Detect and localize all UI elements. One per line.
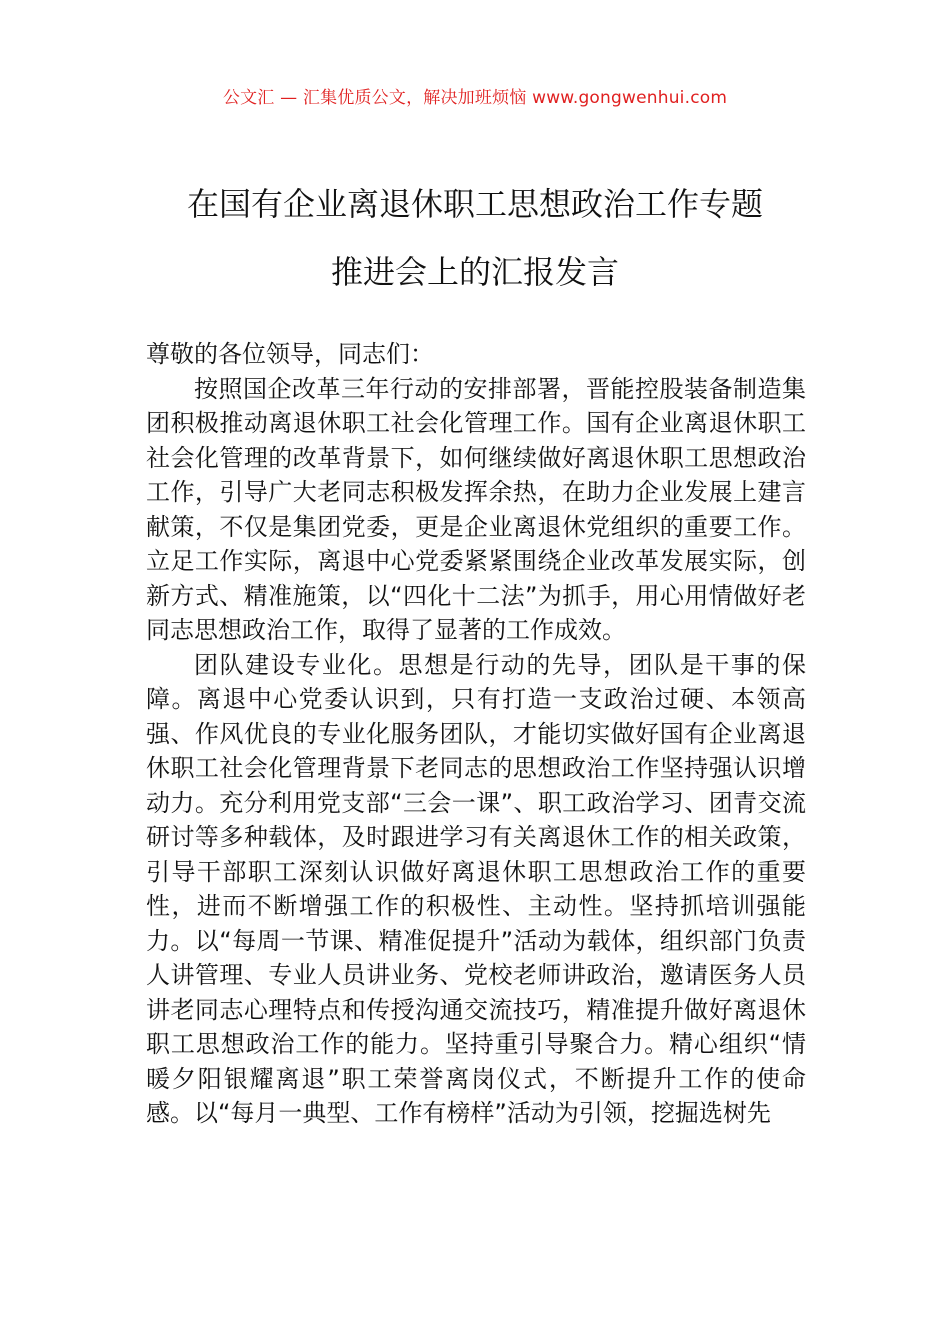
title-line-2: 推进会上的汇报发言 xyxy=(330,253,619,291)
paragraph-intro: 按照国企改革三年行动的安排部署，晋能控股装备制造集团积极推动离退休职工社会化管理工作。国有企业离退休职工社会化管理的改革背景下，如何继续做好离退休职工思想政治工作，引导广大老同志积极发挥余热，在助力企业发展上建言献策，不仅是集团党委，更是企业离退休党组织的重要工作。立足工作实际，离退中心党委紧紧围绕企业改革发展实际，创新方式、精准施策，以“四化十二法”为抓手，用心用情做好老同志思想政治工作，取得了显著的工作成效。 xyxy=(146,374,806,644)
document-title xyxy=(100,170,850,306)
document-body xyxy=(146,337,806,1131)
salutation: 尊敬的各位领导，同志们： xyxy=(146,340,434,368)
title-line-1: 在国有企业离退休职工思想政治工作专题 xyxy=(186,185,763,223)
header-banner: 公文汇 — 汇集优质公文，解决加班烦恼 www.gongwenhui.com xyxy=(222,88,728,108)
paragraph-team-building: 团队建设专业化。思想是行动的先导，团队是干事的保障。离退中心党委认识到，只有打造一支政治过硬、本领高强、作风优良的专业化服务团队，才能切实做好国有企业离退休职工社会化管理背景下老同志的思想政治工作坚持强认识增动力。充分利用党支部“三会一课”、职工政治学习、团青交流研讨等多种载体，及时跟进学习有关离退休工作的相关政策，引导干部职工深刻认识做好离退休职工思想政治工作的重要性，进而不断增强工作的积极性、主动性。坚持抓培训强能力。以“每周一节课、精准促提升”活动为载体，组织部门负责人讲管理、专业人员讲业务、党校老师讲政治，邀请医务人员讲老同志心理特点和传授沟通交流技巧，精准提升做好离退休职工思想政治工作的能力。坚持重引导聚合力。精心组织“情暖夕阳银耀离退”职工荣誉离岗仪式，不断提升工作的使命感。以“每月一典型、工作有榜样”活动为引领，挖掘选树先 xyxy=(146,650,806,1127)
